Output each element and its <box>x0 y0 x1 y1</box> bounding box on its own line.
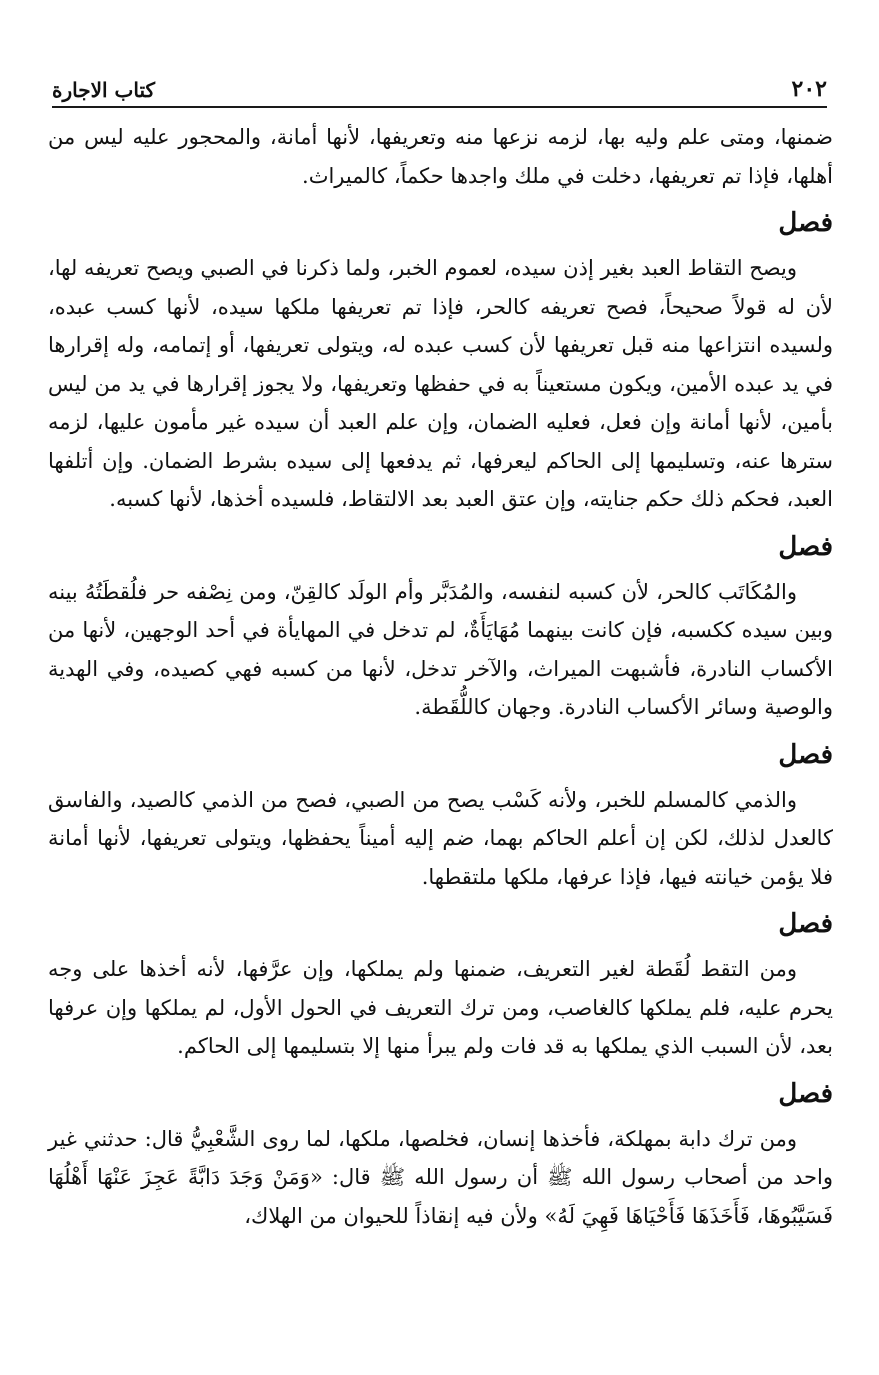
section-paragraph: ومن ترك دابة بمهلكة، فأخذها إنسان، فخلصها، ملكها، لما روى الشَّعْبِيُّ قال: حدثني غير واحد من أصحاب رسول الله ﷺ أن رسول الله ﷺ قال: «وَمَنْ وَجَدَ دَابَّةً عَجِزَ عَنْهَا أَهْلُهَا فَسَيَّبُوهَا، فَأَخَذَهَا فَأَحْيَاهَا فَهِيَ لَهُ» ولأن فيه إنقاذاً للحيوان من الهلاك، <box>48 1126 833 1228</box>
section-heading: فصل <box>778 739 833 770</box>
section-heading: فصل <box>778 909 833 939</box>
page-header <box>52 66 827 108</box>
section-paragraph: والذمي كالمسلم للخبر، ولأنه كَسْب يصح من الصبي، فصح من الذمي كالصيد، والفاسق كالعدل لذلك، لكن إن أعلم الحاكم بهما، ضم إليه أميناً يحفظها، ويتولى تعريفها، لأنها أمانة فلا يؤمن خيانته فيها، فإذا عرفها، ملكها ملتقطها. <box>48 787 833 889</box>
section-heading: فصل <box>778 1078 833 1109</box>
page-body <box>48 118 833 1235</box>
page-number: ٢٠٢ <box>791 76 827 102</box>
section-4 <box>48 902 833 1066</box>
section-2 <box>48 525 833 727</box>
section-heading: فصل <box>778 531 833 562</box>
section-paragraph: ومن التقط لُقَطة لغير التعريف، ضمنها ولم يملكها، وإن عرَّفها، لأنه أخذها على وجه يحرم عليه، فلم يملكها كالغاصب، ومن ترك التعريف في الحول الأول، لم يملكها وإن عرفها بعد، لأن السبب الذي يملكها به قد فات ولم يبرأ منها إلا بتسليمها إلى الحاكم. <box>48 957 833 1058</box>
section-3 <box>48 733 833 897</box>
section-paragraph: والمُكَاتَب كالحر، لأن كسبه لنفسه، والمُدَبَّر وأم الولَد كالقِنّ، ومن نِصْفه حر فلُقطَتُهُ بينه وبين سيده ككسبه، فإن كانت بينهما مُهَايَأَةٌ، لم تدخل في المهايأة في أحد الوجهين، لأنها من الأكساب النادرة، فأشبهت الميراث، والآخر تدخل، لأنها من كسبه فهي كصيده، وفي الهدية والوصية وسائر الأكساب النادرة. وجهان كاللُّقَطة. <box>48 579 833 719</box>
section-paragraph: ويصح التقاط العبد بغير إذن سيده، لعموم الخبر، ولما ذكرنا في الصبي ويصح تعريفه لها، لأن له قولاً صحيحاً، فصح تعريفه كالحر، فإذا تم تعريفها ملكها سيده، لأنها كسب عبده، ولسيده انتزاعها منه قبل تعريفها لأن كسب عبده له، ويتولى تعريفها، أو إتمامه، وله إقرارها في يد عبده الأمين، ويكون مستعيناً به في حفظها وتعريفها، ولا يجوز إقرارها في يد من ليس بأمين، لأنها أمانة وإن فعل، فعليه الضمان، وإن علم العبد أن سيده غير مأمون عليها، لزمه سترها عنه، وتسليمها إلى الحاكم ليعرفها، ثم يدفعها إلى سيده بشرط الضمان. وإن أتلفها العبد، فحكم ذلك حكم جنايته، وإن عتق العبد بعد الالتقاط، فلسيده أخذها، لأنها كسبه. <box>48 256 833 511</box>
section-5 <box>48 1072 833 1236</box>
opening-paragraph: ضمنها، ومتى علم وليه بها، لزمه نزعها منه وتعريفها، لأنها أمانة، والمحجور عليه ليس من أهلها، فإذا تم تعريفها، دخلت في ملك واجدها حكماً، كالميراث. <box>48 125 833 188</box>
section-heading: فصل <box>778 208 833 238</box>
section-1 <box>48 201 833 519</box>
running-title: كتاب الاجارة <box>52 78 155 102</box>
